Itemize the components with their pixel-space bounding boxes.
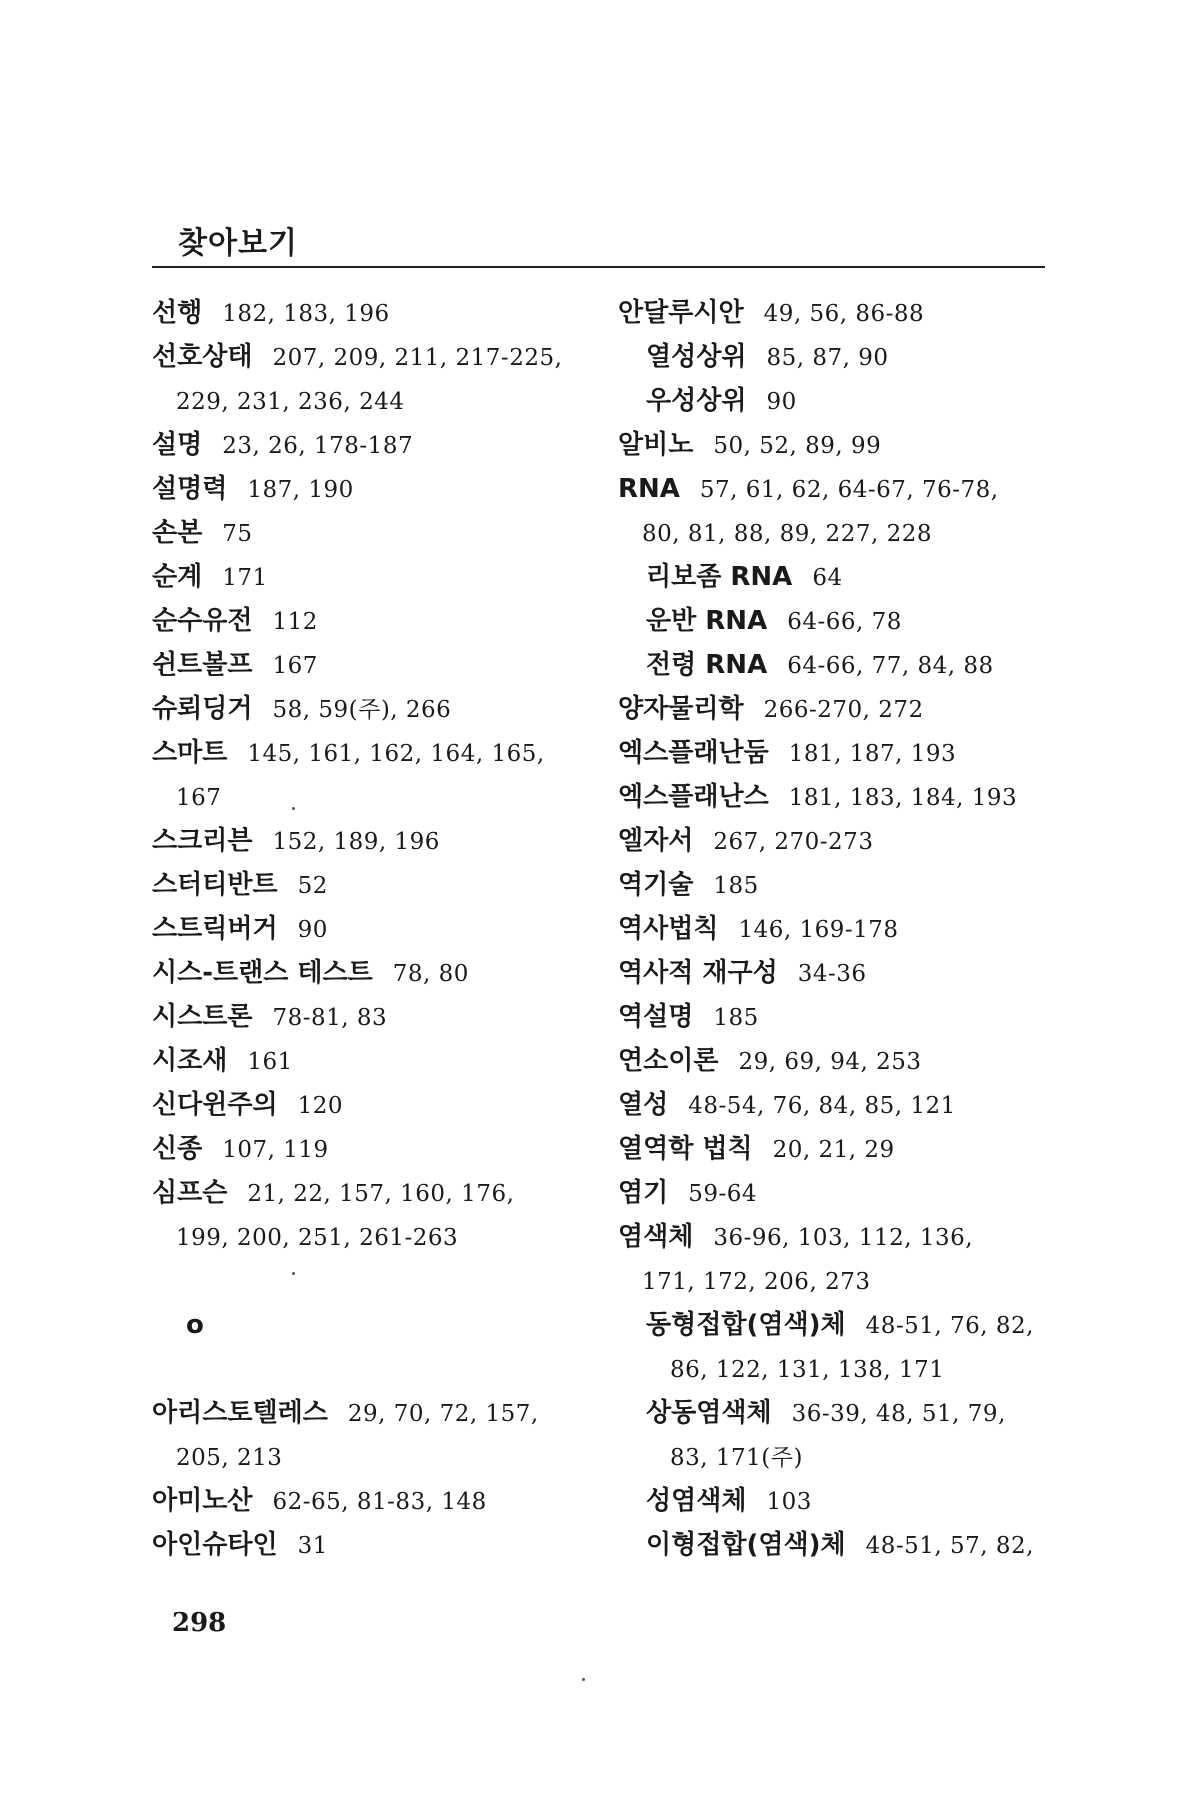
- entry-term: 아미노산: [152, 1486, 253, 1516]
- entry-term: 시조새: [152, 1046, 228, 1076]
- index-entry: [618, 907, 1068, 951]
- entry-pages: 205, 213: [176, 1445, 283, 1471]
- entry-term: 스마트: [152, 738, 228, 768]
- entry-term: 설명: [152, 430, 203, 460]
- entry-pages: 185: [713, 1005, 759, 1031]
- entry-term: 운반 RNA: [646, 606, 768, 636]
- entry-pages: 85, 87, 90: [766, 345, 889, 371]
- entry-pages: 112: [272, 609, 318, 635]
- index-entry: [152, 951, 602, 995]
- index-entry: [618, 863, 1068, 907]
- index-entry-continuation: [618, 1259, 1068, 1303]
- section-letter: o: [186, 1310, 204, 1340]
- index-subentry: [618, 599, 1068, 643]
- index-entry: [152, 511, 602, 555]
- entry-pages: 171, 172, 206, 273: [642, 1269, 871, 1295]
- index-entry: [152, 1391, 602, 1435]
- entry-term: 알비노: [618, 430, 694, 460]
- entry-pages: 78, 80: [392, 961, 469, 987]
- index-entry: [618, 1039, 1068, 1083]
- entry-pages: 103: [766, 1489, 812, 1515]
- entry-pages: 58, 59(주), 266: [272, 697, 452, 723]
- index-column-left: [152, 291, 602, 1567]
- index-entry: [618, 1127, 1068, 1171]
- index-entry-continuation: [618, 1435, 1068, 1479]
- entry-pages: 31: [297, 1533, 328, 1559]
- entry-term: 아인슈타인: [152, 1530, 278, 1560]
- entry-pages: 199, 200, 251, 261-263: [176, 1225, 459, 1251]
- entry-pages: 64-66, 77, 84, 88: [787, 653, 994, 679]
- page-header-title: 찾아보기: [178, 226, 298, 261]
- entry-pages: 207, 209, 211, 217-225,: [272, 345, 563, 371]
- spacer: [152, 1259, 602, 1303]
- entry-pages: 107, 119: [222, 1137, 329, 1163]
- entry-term: 엑스플래난스: [618, 782, 769, 812]
- entry-term: 열성: [618, 1090, 669, 1120]
- entry-pages: 171: [222, 565, 268, 591]
- index-entry: [152, 1523, 602, 1567]
- entry-term: 시스-트랜스 테스트: [152, 958, 373, 988]
- page-number: 298: [172, 1608, 227, 1638]
- index-entry-continuation: [152, 775, 602, 819]
- index-entry: [152, 687, 602, 731]
- entry-pages: 52: [297, 873, 328, 899]
- entry-term: 시스트론: [152, 1002, 253, 1032]
- index-subentry: [618, 643, 1068, 687]
- entry-pages: 23, 26, 178-187: [222, 433, 414, 459]
- index-entry: [152, 1039, 602, 1083]
- entry-term: 설명력: [152, 474, 228, 504]
- index-entry: [152, 863, 602, 907]
- index-entry: [618, 467, 1068, 511]
- index-entry-continuation: [152, 1215, 602, 1259]
- index-entry: [618, 951, 1068, 995]
- entry-pages: 185: [713, 873, 759, 899]
- entry-pages: 48-54, 76, 84, 85, 121: [688, 1093, 956, 1119]
- index-entry: [152, 731, 602, 775]
- entry-pages: 83, 171(주): [670, 1445, 803, 1471]
- index-entry: [152, 907, 602, 951]
- entry-pages: 48-51, 76, 82,: [865, 1313, 1034, 1339]
- print-speck: [292, 1272, 295, 1275]
- entry-term: 연소이론: [618, 1046, 719, 1076]
- index-entry: [152, 1171, 602, 1215]
- entry-pages: 64-66, 78: [787, 609, 902, 635]
- entry-term: 전령 RNA: [646, 650, 768, 680]
- entry-term: 순수유전: [152, 606, 253, 636]
- entry-pages: 36-39, 48, 51, 79,: [791, 1401, 1006, 1427]
- index-entry-continuation: [618, 1347, 1068, 1391]
- entry-term: 스트릭버거: [152, 914, 278, 944]
- entry-pages: 64: [812, 565, 843, 591]
- index-entry: [152, 555, 602, 599]
- entry-pages: 146, 169-178: [738, 917, 899, 943]
- entry-pages: 167: [272, 653, 318, 679]
- index-entry: [152, 599, 602, 643]
- entry-term: 열역학 법칙: [618, 1134, 753, 1164]
- index-entry: [618, 1171, 1068, 1215]
- index-entry-continuation: [152, 379, 602, 423]
- entry-pages: 36-96, 103, 112, 136,: [713, 1225, 974, 1251]
- entry-pages: 29, 70, 72, 157,: [347, 1401, 539, 1427]
- index-entry: [152, 335, 602, 379]
- entry-pages: 152, 189, 196: [272, 829, 440, 855]
- index-entry: [152, 1479, 602, 1523]
- entry-pages: 181, 187, 193: [788, 741, 957, 767]
- entry-term: 열성상위: [646, 342, 747, 372]
- entry-term: 심프슨: [152, 1178, 228, 1208]
- entry-pages: 120: [297, 1093, 343, 1119]
- print-speck: [292, 807, 295, 810]
- entry-term: RNA: [618, 474, 680, 504]
- entry-pages: 86, 122, 131, 138, 171: [670, 1357, 945, 1383]
- entry-term: 신종: [152, 1134, 203, 1164]
- entry-term: 스크리븐: [152, 826, 253, 856]
- index-subentry: [618, 1523, 1068, 1567]
- entry-term: 스터티반트: [152, 870, 278, 900]
- index-entry: [618, 291, 1068, 335]
- entry-term: 엘자서: [618, 826, 694, 856]
- entry-pages: 187, 190: [247, 477, 354, 503]
- entry-term: 쉰트볼프: [152, 650, 253, 680]
- entry-pages: 161: [247, 1049, 293, 1075]
- index-entry: [618, 995, 1068, 1039]
- entry-term: 선행: [152, 298, 203, 328]
- entry-term: 엑스플래난둠: [618, 738, 769, 768]
- entry-pages: 145, 161, 162, 164, 165,: [247, 741, 545, 767]
- entry-pages: 59-64: [688, 1181, 758, 1207]
- entry-term: 아리스토텔레스: [152, 1398, 328, 1428]
- index-subentry: [618, 1391, 1068, 1435]
- index-subentry: [618, 1303, 1068, 1347]
- spacer: [152, 1347, 602, 1391]
- entry-pages: 78-81, 83: [272, 1005, 388, 1031]
- entry-pages: 57, 61, 62, 64-67, 76-78,: [699, 477, 999, 503]
- entry-term: 이형접합(염색)체: [646, 1530, 846, 1560]
- index-entry: [152, 423, 602, 467]
- entry-pages: 75: [222, 521, 253, 547]
- entry-term: 상동염색체: [646, 1398, 772, 1428]
- entry-pages: 20, 21, 29: [772, 1137, 895, 1163]
- entry-term: 신다윈주의: [152, 1090, 278, 1120]
- index-entry: [618, 1215, 1068, 1259]
- index-entry: [152, 643, 602, 687]
- entry-term: 역사법칙: [618, 914, 719, 944]
- index-subentry: [618, 555, 1068, 599]
- index-entry: [152, 819, 602, 863]
- entry-term: 동형접합(염색)체: [646, 1310, 846, 1340]
- entry-term: 우성상위: [646, 386, 747, 416]
- entry-term: 역기술: [618, 870, 694, 900]
- entry-pages: 90: [766, 389, 797, 415]
- entry-pages: 62-65, 81-83, 148: [272, 1489, 487, 1515]
- index-entry-continuation: [152, 1435, 602, 1479]
- entry-term: 염색체: [618, 1222, 694, 1252]
- index-subentry: [618, 335, 1068, 379]
- print-speck: [582, 1678, 585, 1681]
- index-subentry: [618, 379, 1068, 423]
- entry-pages: 49, 56, 86-88: [763, 301, 925, 327]
- entry-term: 양자물리학: [618, 694, 744, 724]
- entry-pages: 34-36: [797, 961, 867, 987]
- index-entry: [618, 423, 1068, 467]
- index-entry: [152, 1127, 602, 1171]
- entry-term: 염기: [618, 1178, 669, 1208]
- entry-pages: 48-51, 57, 82,: [865, 1533, 1034, 1559]
- index-entry: [152, 467, 602, 511]
- index-entry-continuation: [618, 511, 1068, 555]
- entry-pages: 167: [176, 785, 222, 811]
- entry-term: 리보좀 RNA: [646, 562, 793, 592]
- entry-term: 순계: [152, 562, 203, 592]
- entry-term: 역설명: [618, 1002, 694, 1032]
- index-entry: [152, 1083, 602, 1127]
- index-entry: [618, 731, 1068, 775]
- entry-pages: 80, 81, 88, 89, 227, 228: [642, 521, 932, 547]
- entry-term: 손본: [152, 518, 203, 548]
- entry-pages: 267, 270-273: [713, 829, 874, 855]
- header-divider: [152, 266, 1045, 268]
- index-subentry: [618, 1479, 1068, 1523]
- entry-term: 성염색체: [646, 1486, 747, 1516]
- index-entry: [618, 1083, 1068, 1127]
- entry-term: 안달루시안: [618, 298, 744, 328]
- entry-term: 선호상태: [152, 342, 253, 372]
- entry-term: 슈뢰딩거: [152, 694, 253, 724]
- entry-pages: 50, 52, 89, 99: [713, 433, 882, 459]
- index-entry: [618, 687, 1068, 731]
- index-column-right: [618, 291, 1068, 1567]
- entry-pages: 181, 183, 184, 193: [788, 785, 1018, 811]
- entry-pages: 90: [297, 917, 328, 943]
- entry-pages: 29, 69, 94, 253: [738, 1049, 922, 1075]
- index-entry: [152, 995, 602, 1039]
- index-entry: [618, 775, 1068, 819]
- entry-term: 역사적 재구성: [618, 958, 778, 988]
- entry-pages: 21, 22, 157, 160, 176,: [247, 1181, 515, 1207]
- index-entry: [152, 291, 602, 335]
- entry-pages: 266-270, 272: [763, 697, 924, 723]
- index-entry: [618, 819, 1068, 863]
- entry-pages: 229, 231, 236, 244: [176, 389, 405, 415]
- entry-pages: 182, 183, 196: [222, 301, 390, 327]
